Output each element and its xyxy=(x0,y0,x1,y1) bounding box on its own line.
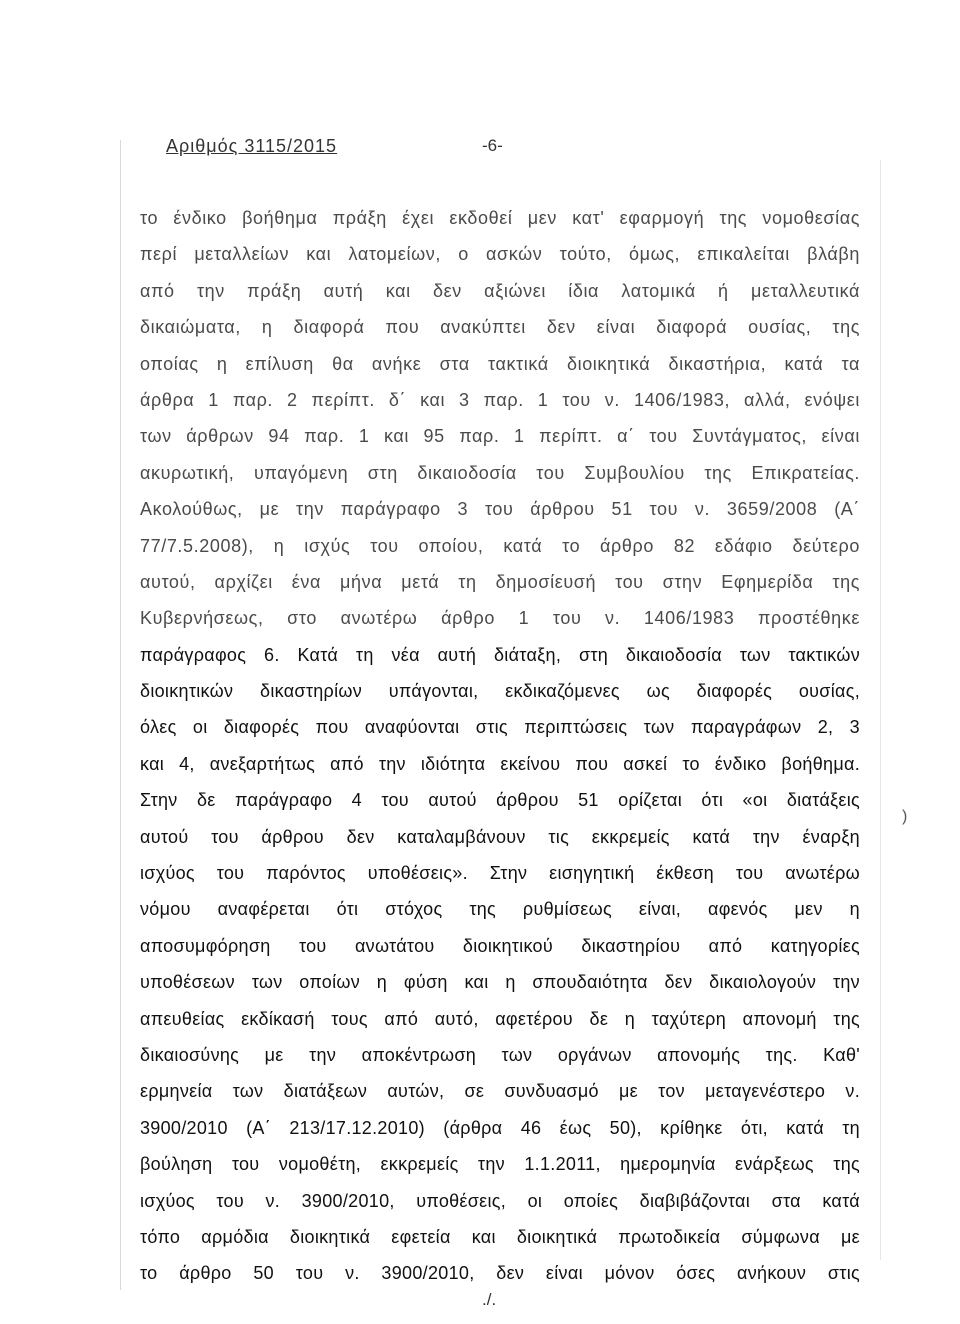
text-line: υποθέσεων των οποίων η φύση και η σπουδαιότητα δεν δικαιολογούν την xyxy=(140,972,860,993)
text-line: όλες οι διαφορές που αναφύονται στις περιπτώσεις των παραγράφων 2, 3 xyxy=(140,717,860,738)
text-line: το ένδικο βοήθημα πράξη έχει εκδοθεί μεν κατ' εφαρμογή της νομοθεσίας xyxy=(140,208,860,228)
text-line: 3900/2010 (Α΄ 213/17.12.2010) (άρθρα 46 έως 50), κρίθηκε ότι, κατά τη xyxy=(140,1117,860,1138)
text-line: από την πράξη αυτή και δεν αξιώνει ίδια λατομικά ή μεταλλευτικά xyxy=(140,280,860,301)
text-line: αυτού, αρχίζει ένα μήνα μετά τη δημοσίευσή του στην Εφημερίδα της xyxy=(140,571,860,592)
text-line: βούληση του νομοθέτη, εκκρεμείς την 1.1.2011, ημερομηνία ενάρξεως της xyxy=(140,1154,860,1175)
text-line: Κυβερνήσεως, στο ανωτέρω άρθρο 1 του ν. 1406/1983 προστέθηκε xyxy=(140,608,860,629)
text-line: 77/7.5.2008), η ισχύς του οποίου, κατά το άρθρο 82 εδάφιο δεύτερο xyxy=(140,535,860,556)
margin-mark: ) xyxy=(902,808,908,825)
text-line: ακυρωτική, υπαγόμενη στη δικαιοδοσία του Συμβουλίου της Επικρατείας. xyxy=(140,462,860,483)
text-line: αυτού του άρθρου δεν καταλαμβάνουν τις εκκρεμείς κατά την έναρξη xyxy=(140,826,860,847)
text-line: ερμηνεία των διατάξεων αυτών, σε συνδυασμό με τον μεταγενέστερο ν. xyxy=(140,1081,860,1102)
text-line: τόπο αρμόδια διοικητικά εφετεία και διοικητικά πρωτοδικεία σύμφωνα με xyxy=(140,1226,860,1247)
text-line: οποίας η επίλυση θα ανήκε στα τακτικά διοικητικά δικαστήρια, κατά τα xyxy=(140,353,860,374)
left-margin-line xyxy=(120,140,121,1290)
text-line: περί μεταλλείων και λατομείων, ο ασκών τούτο, όμως, επικαλείται βλάβη xyxy=(140,244,860,265)
text-line: άρθρα 1 παρ. 2 περίπτ. δ΄ και 3 παρ. 1 του ν. 1406/1983, αλλά, ενόψει xyxy=(140,389,860,410)
text-line: ισχύος του ν. 3900/2010, υποθέσεις, οι οποίες διαβιβάζονται στα κατά xyxy=(140,1190,860,1211)
text-line: νόμου αναφέρεται ότι στόχος της ρυθμίσεως είναι, αφενός μεν η xyxy=(140,899,860,920)
text-line: απευθείας εκδίκασή τους από αυτό, αφετέρου δε η ταχύτερη απονομή της xyxy=(140,1008,860,1029)
text-line: διοικητικών δικαστηρίων υπάγονται, εκδικαζόμενες ως διαφορές ουσίας, xyxy=(140,681,860,702)
text-line: το άρθρο 50 του ν. 3900/2010, δεν είναι μόνον όσες ανήκουν στις xyxy=(140,1263,860,1284)
decision-number: Αριθμός 3115/2015 xyxy=(166,136,338,156)
text-line: Στην δε παράγραφο 4 του αυτού άρθρου 51 ορίζεται ότι «οι διατάξεις xyxy=(140,790,860,811)
text-line: ισχύος του παρόντος υποθέσεις». Στην εισηγητική έκθεση του ανωτέρω xyxy=(140,863,860,884)
text-line: παράγραφος 6. Κατά τη νέα αυτή διάταξη, στη δικαιοδοσία των τακτικών xyxy=(140,644,860,665)
text-line: Ακολούθως, με την παράγραφο 3 του άρθρου 51 του ν. 3659/2008 (Α΄ xyxy=(140,499,860,520)
page-number: -6- xyxy=(482,136,503,155)
text-line: δικαιώματα, η διαφορά που ανακύπτει δεν είναι διαφορά ουσίας, της xyxy=(140,317,860,338)
decision-number-header xyxy=(166,136,337,157)
text-line: και 4, ανεξαρτήτως από την ιδιότητα εκείνου που ασκεί το ένδικο βοήθημα. xyxy=(140,753,860,774)
right-margin-line xyxy=(880,160,881,1260)
body-text xyxy=(140,200,860,1292)
text-line: αποσυμφόρηση του ανωτάτου διοικητικού δικαστηρίου από κατηγορίες xyxy=(140,935,860,956)
text-line: των άρθρων 94 παρ. 1 και 95 παρ. 1 περίπτ. α΄ του Συντάγματος, είναι xyxy=(140,426,860,447)
continuation-mark: ./. xyxy=(482,1290,497,1309)
text-line: δικαιοσύνης με την αποκέντρωση των οργάνων απονομής της. Καθ' xyxy=(140,1044,860,1065)
